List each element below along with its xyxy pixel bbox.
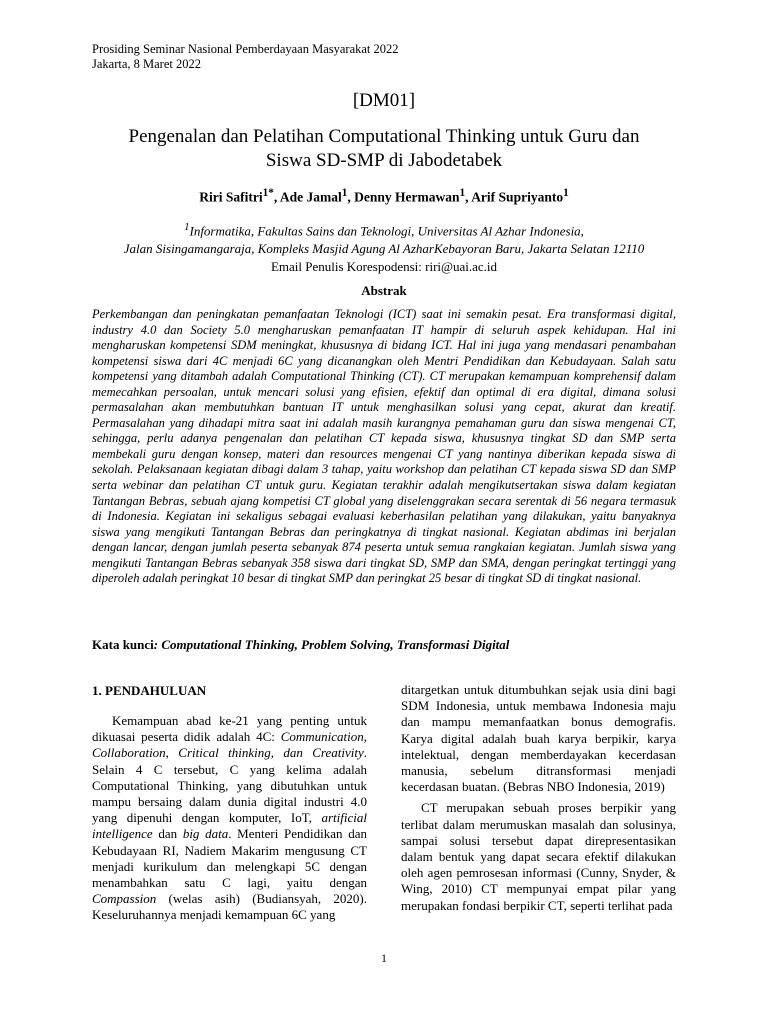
text-run: . Menteri Pendidikan dan Kebudayaan RI, Nadiem Makarim mengusung CT menjadi kurikulum dan melengkapi 5C dengan menambahkan satu C lagi, yaitu dengan xyxy=(92,826,367,891)
abstract-text: Perkembangan dan peningkatan pemanfaatan Teknologi (ICT) saat ini semakin pesat. Era transformasi digital, industry 4.0 dan Society 5.0 mengharuskan pemanfaatan IT hampir di seluruh aspek kehidupan. Hal ini mengharuskan kompetensi SDM meningkat, khususnya di bidang ICT. Hal ini juga yang mendasari penambahan kompetensi siswa dari 4C menjadi 6C yang dicanangkan oleh Mentri Pendidikan dan Kebudayaan. Salah satu kompetensi yang ditambah adalah Computational Thinking (CT). CT merupakan kemampuan komprehensif dalam memecahkan persoalan, untuk mencari solusi yang efisien, efektif dan optimal di era digital, dimana solusi permasalahan akan membutuhkan bantuan IT untuk menghasilkan solusi yang cepat, akurat dan kreatif. Permasalahan yang dihadapi mitra saat ini adalah masih kurangnya pemahaman guru dan siswa mengenai CT, sehingga, perlu adanya pengenalan dan pelatihan CT kepada siswa, khususnya tingkat SD dan SMP serta membekali guru dengan konsep, materi dan resources mengenai CT yang nantinya diberikan kepada siswa di sekolah. Pelaksanaan kegiatan dibagi dalam 3 tahap, yaitu workshop dan pelatihan CT kepada siswa SD dan SMP serta webinar dan pelatihan CT untuk guru. Kegiatan terakhir adalah mengikutsertakan siswa dalam kegiatan Tantangan Bebras, sebuah ajang kompetisi CT global yang diselenggrakan secara serentak di 56 negara termasuk di Indonesia. Kegiatan ini sekaligus sebagai evaluasi keberhasilan pelatihan yang dilakukan, yaitu banyaknya siswa yang mengikuti Tantangan Bebras dan peringkatnya di tingkat nasional. Kegiatan abdimas ini berjalan dengan lancar, dengan jumlah peserta sebanyak 874 peserta untuk semua rangkaian kegiatan. Jumlah siswa yang mengikuti Tantangan Bebras sebanyak 358 siswa dari tingkat SD, SMP dan SMA, dengan peringkat tertinggi yang diperoleh adalah peringkat 10 besar di tingkat SMP dan peringkat 25 besar di tingkat SD di tingkat nasional. xyxy=(92,307,676,586)
text-run: . Selain 4 C tersebut, C yang kelima adalah Computational Thinking, yang dibutuhkan untuk mampu bersaing dalam dunia digital industri 4.0 yang dipenuhi dengan komputer, IoT, xyxy=(92,745,367,826)
ct-paragraph: CT merupakan sebuah proses berpikir yang terlibat dalam merumuskan masalah dan solusinya, sampai solusi tersebut dapat direpresentasikan dalam bentuk yang dapat secara efektif dilakukan oleh agen pemrosesan informasi (Cunny, Snyder, & Wing, 2010) CT mempunyai empat pilar yang merupakan fondasi berpikir CT, seperti terlihat pada xyxy=(401,800,676,913)
keywords-value: : Computational Thinking, Problem Solving, Transformasi Digital xyxy=(153,637,510,652)
author-name: Ade Jamal xyxy=(279,189,342,205)
text-run: (welas asih) (Budiansyah, 2020). Keseluruhannya menjadi kemampuan 6C yang xyxy=(92,891,367,923)
proceedings-date: Jakarta, 8 Maret 2022 xyxy=(92,57,201,71)
text-run-italic: artificial intelligence xyxy=(92,810,367,842)
paper-title xyxy=(0,125,768,173)
text-run-italic: Communication, Collaboration, Critical thinking, dan Creativity xyxy=(92,729,367,761)
author-name: Arif Supriyanto xyxy=(471,189,564,205)
keywords xyxy=(92,637,509,653)
author-list: Riri Safitri$^{1*}$, Ade Jamal$^1$, Denny Hermawan$^1$, Arif Supriyanto$^1$ xyxy=(199,187,569,205)
author-name: Riri Safitri xyxy=(199,189,263,205)
left-column xyxy=(92,713,367,924)
title-line-2: Siswa SD-SMP di Jabodetabek xyxy=(265,150,503,171)
affil-text: Informatika, Fakultas Sains dan Teknologi, Universitas Al Azhar Indonesia, xyxy=(189,223,584,239)
title-line-1: Pengenalan dan Pelatihan Computational Thinking untuk Guru dan xyxy=(128,126,640,147)
text-run-italic: Compassion xyxy=(92,891,157,907)
affil-mark: 1 xyxy=(184,221,190,233)
affiliation-line-2: Jalan Sisingamangaraja, Kompleks Masjid Agung Al AzharKebayoran Baru, Jakarta Selatan 12110 xyxy=(123,241,645,257)
author-affil-mark: 1* xyxy=(262,187,274,199)
paper-code: [DM01] xyxy=(352,90,416,111)
section-heading: 1. PENDAHULUAN xyxy=(92,683,207,698)
page-number: 1 xyxy=(381,951,387,965)
affiliation-line-1 xyxy=(0,218,768,240)
continued-paragraph: ditargetkan untuk ditumbuhkan sejak usia dini bagi SDM Indonesia, untuk membawa Indonesia maju dan mampu memanfaatkan bonus demografis. Karya digital adalah buah karya berpikir, karya intelektual, dengan memberdayakan kecerdasan manusia, sebelum ditransformasi menjadi kecerdasan buatan. (Bebras NBO Indonesia, 2019) xyxy=(401,682,676,795)
author-affil-mark: 1 xyxy=(459,187,466,199)
author-affil-mark: 1 xyxy=(563,187,569,199)
author-name: Denny Hermawan xyxy=(354,189,460,205)
author-affil-mark: 1 xyxy=(341,187,348,199)
abstract-heading: Abstrak xyxy=(361,283,407,298)
proceedings-title: Prosiding Seminar Nasional Pemberdayaan Masyarakat 2022 xyxy=(92,42,399,56)
correspondence-email: Email Penulis Korespodensi: riri@uai.ac.id xyxy=(270,259,498,275)
intro-paragraph xyxy=(92,713,367,924)
text-run-italic: big data xyxy=(182,826,229,842)
right-column xyxy=(401,682,676,914)
keywords-label: Kata kunci xyxy=(92,637,154,652)
text-run: Kemampuan abad ke-21 yang penting untuk dikuasai peserta didik adalah 4C: xyxy=(92,713,367,745)
text-run: dan xyxy=(152,826,183,842)
affiliation xyxy=(0,218,768,276)
